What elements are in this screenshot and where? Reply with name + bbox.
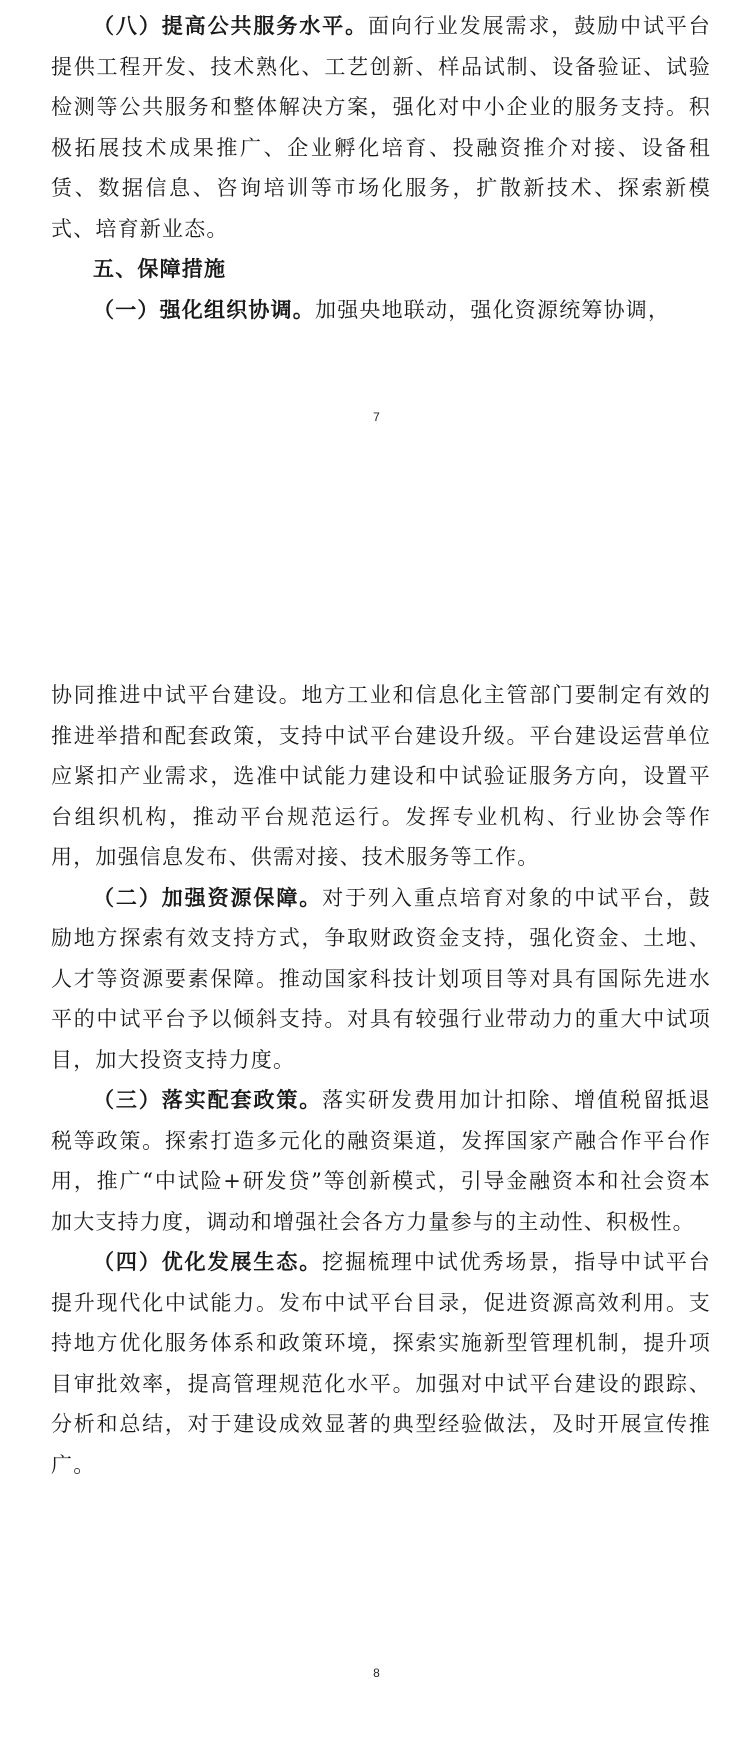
paragraph-3-policies	[51, 1080, 711, 1242]
page-body	[51, 6, 711, 330]
document-page-7	[0, 0, 753, 440]
section-heading: 五、保障措施	[93, 257, 227, 281]
paragraph-body: 挖掘梳理中试优秀场景，指导中试平台提升现代化中试能力。发布中试平台目录，促进资源高效利用。支持地方优化服务体系和政策环境，探索实施新型管理机制，提升项目审批效率，提高管理规范化水平。加强对中试平台建设的跟踪、分析和总结，对于建设成效显著的典型经验做法，及时开展宣传推广。	[51, 1250, 711, 1477]
page-number: 7	[373, 410, 380, 424]
paragraph-body: 对于列入重点培育对象的中试平台，鼓励地方探索有效支持方式，争取财政资金支持，强化资金、土地、人才等资源要素保障。推动国家科技计划项目等对具有国际先进水平的中试平台予以倾斜支持。对具有较强行业带动力的重大中试项目，加大投资支持力度。	[51, 885, 711, 1072]
paragraph-2-resources	[51, 878, 711, 1081]
paragraph-lead: （四）优化发展生态。	[93, 1250, 323, 1274]
paragraph-8-public-services	[51, 6, 711, 249]
paragraph-body: 加强央地联动，强化资源统筹协调，	[315, 297, 671, 322]
paragraph-1-organization-start	[51, 290, 711, 331]
paragraph-lead: （八）提高公共服务水平。	[93, 14, 368, 38]
page-body	[51, 675, 711, 1485]
paragraph-lead: （二）加强资源保障。	[93, 885, 323, 910]
paragraph-body: 面向行业发展需求，鼓励中试平台提供工程开发、技术熟化、工艺创新、样品试制、设备验证、试验检测等公共服务和整体解决方案，强化对中小企业的服务支持。积极拓展技术成果推广、企业孵化培育、投融资推介对接、设备租赁、数据信息、咨询培训等市场化服务，扩散新技术、探索新模式、培育新业态。	[51, 14, 711, 241]
paragraph-lead: （三）落实配套政策。	[93, 1088, 323, 1112]
paragraph-lead: （一）强化组织协调。	[93, 297, 315, 322]
paragraph-4-ecosystem	[51, 1242, 711, 1485]
paragraph-body: 落实研发费用加计扣除、增值税留抵退税等政策。探索打造多元化的融资渠道，发挥国家产融合作平台作用，推广“中试险+研发贷”等创新模式，引导金融资本和社会资本加大支持力度，调动和增强社会各方力量参与的主动性、积极性。	[51, 1088, 711, 1234]
document-page-8	[0, 660, 753, 1758]
page-number: 8	[373, 1666, 380, 1680]
paragraph-1-organization-continued: 协同推进中试平台建设。地方工业和信息化主管部门要制定有效的推进举措和配套政策，支持中试平台建设升级。平台建设运营单位应紧扣产业需求，选准中试能力建设和中试验证服务方向，设置平台组织机构，推动平台规范运行。发挥专业机构、行业协会等作用，加强信息发布、供需对接、技术服务等工作。	[51, 683, 711, 869]
